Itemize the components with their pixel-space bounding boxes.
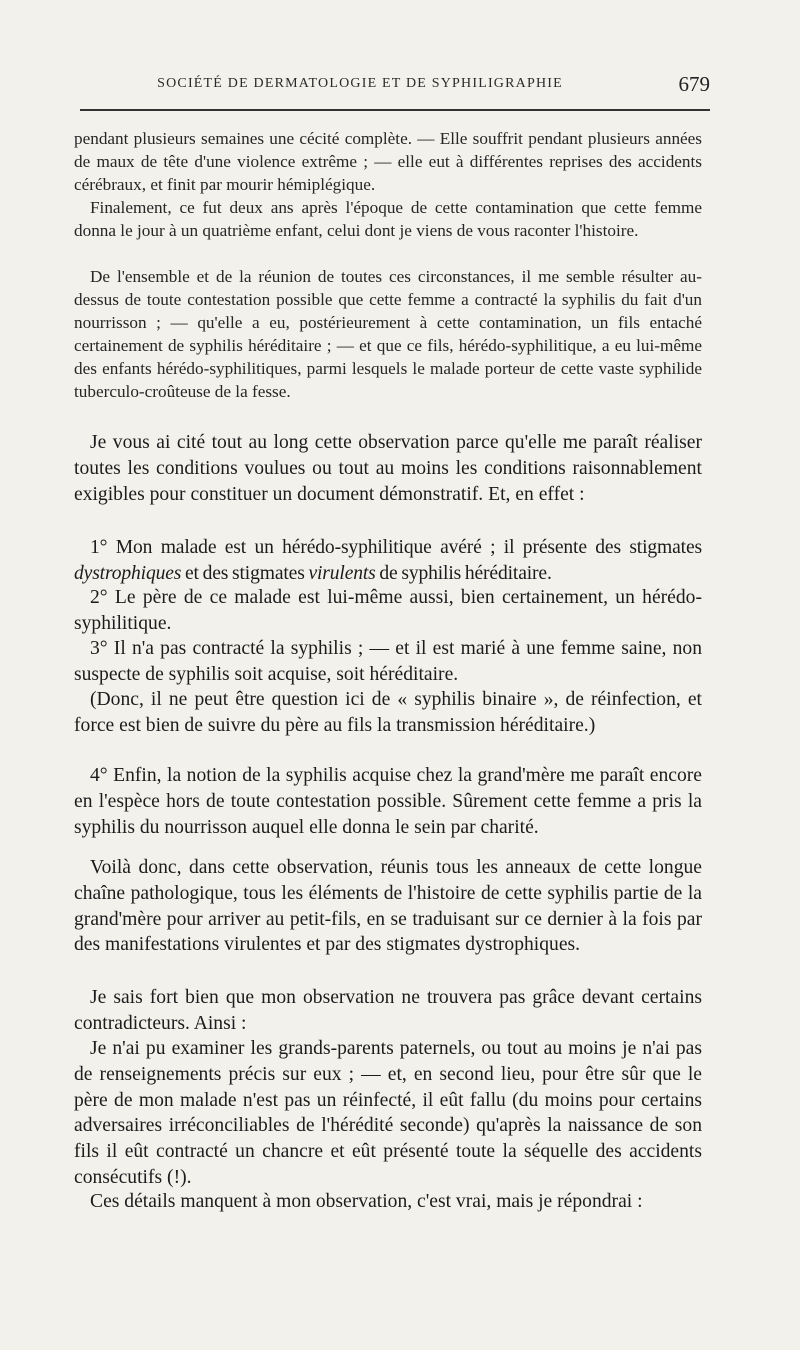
- point-1-text-before: 1° Mon malade est un hérédo-syphilitique avéré ; il présente des stigmates: [90, 537, 702, 558]
- page-number: 679: [678, 72, 710, 96]
- paragraph-point-2: 2° Le père de ce malade est lui-même aussi, bien certainement, un hérédo-syphilitique.: [74, 587, 702, 634]
- point-1-italic-virulents: virulents: [308, 562, 376, 584]
- point-1-italic-dystrophiques: dystrophiques: [74, 562, 182, 584]
- paragraph-point-1: [74, 535, 702, 587]
- paragraph-observation: Je vous ai cité tout au long cette observation parce qu'elle me paraît réaliser toutes les conditions voulues ou tout au moins les conditions raisonnablement exigibles pour constituer un document démonstratif. Et, en effet :: [74, 432, 702, 505]
- paragraph-finally: Finalement, ce fut deux ans après l'époque de cette contamination que cette femme donna le jour à un quatrième enfant, celui dont je viens de vous raconter l'histoire.: [74, 198, 702, 240]
- running-head: [80, 72, 710, 100]
- paragraph-contradicteurs: Je sais fort bien que mon observation ne trouvera pas grâce devant certains contradicteurs. Ainsi :: [74, 987, 702, 1034]
- header-rule: [80, 109, 710, 111]
- paragraph-parenthetical: (Donc, il ne peut être question ici de « syphilis binaire », de réinfection, et force est bien de suivre du père au fils la transmission héréditaire.): [74, 689, 702, 736]
- running-title: SOCIÉTÉ DE DERMATOLOGIE ET DE SYPHILIGRAPHIE: [157, 76, 563, 91]
- paragraph-point-4: 4° Enfin, la notion de la syphilis acquise chez la grand'mère me paraît encore en l'espèce hors de toute contestation possible. Sûrement cette femme a pris la syphilis du nourrisson auquel elle donna le sein par charité.: [74, 765, 702, 838]
- point-1-text-after: de syphilis héréditaire.: [375, 562, 552, 584]
- point-1-text-middle: et des stigmates: [181, 562, 309, 584]
- paragraph-grands-parents: Je n'ai pu examiner les grands-parents paternels, ou tout au moins je n'ai pas de renseignements précis sur eux ; — et, en second lieu, pour être sûr que le père de mon malade n'est pas un réinfecté, il eût fallu (du moins pour certains adversaires irréconciliables de l'hérédité seconde) qu'après la naissance de son fils il eût contracté un chancre et eût présenté toute la séquelle des accidents consécutifs (!).: [74, 1038, 702, 1188]
- paragraph-point-3: 3° Il n'a pas contracté la syphilis ; — et il est marié à une femme saine, non suspecte de syphilis soit acquise, soit héréditaire.: [74, 638, 702, 685]
- paragraph-voila: Voilà donc, dans cette observation, réunis tous les anneaux de cette longue chaîne pathologique, tous les éléments de l'histoire de cette syphilis partie de la grand'mère pour arriver au petit-fils, en se traduisant sur ce dernier à la fois par des manifestations virulentes et par des stigmates dystrophiques.: [74, 857, 702, 956]
- paragraph-repondrai: Ces détails manquent à mon observation, c'est vrai, mais je répondrai :: [90, 1191, 643, 1212]
- paragraph-continuation: pendant plusieurs semaines une cécité complète. — Elle souffrit pendant plusieurs années de maux de tête d'une violence extrême ; — elle eut à différentes reprises des accidents cérébraux, et finit par mourir hémiplégique.: [74, 129, 702, 194]
- paragraph-conclusion: De l'ensemble et de la réunion de toutes ces circonstances, il me semble résulter au-dessus de toute contestation possible que cette femme a contracté la syphilis du fait d'un nourrisson ; — qu'elle a eu, postérieurement à cette contamination, un fils entaché certainement de syphilis héréditaire ; — et que ce fils, hérédo-syphilitique, a eu lui-même des enfants hérédo-syphilitiques, parmi lesquels le malade porteur de cette vaste syphilide tuberculo-croûteuse de la fesse.: [74, 267, 702, 401]
